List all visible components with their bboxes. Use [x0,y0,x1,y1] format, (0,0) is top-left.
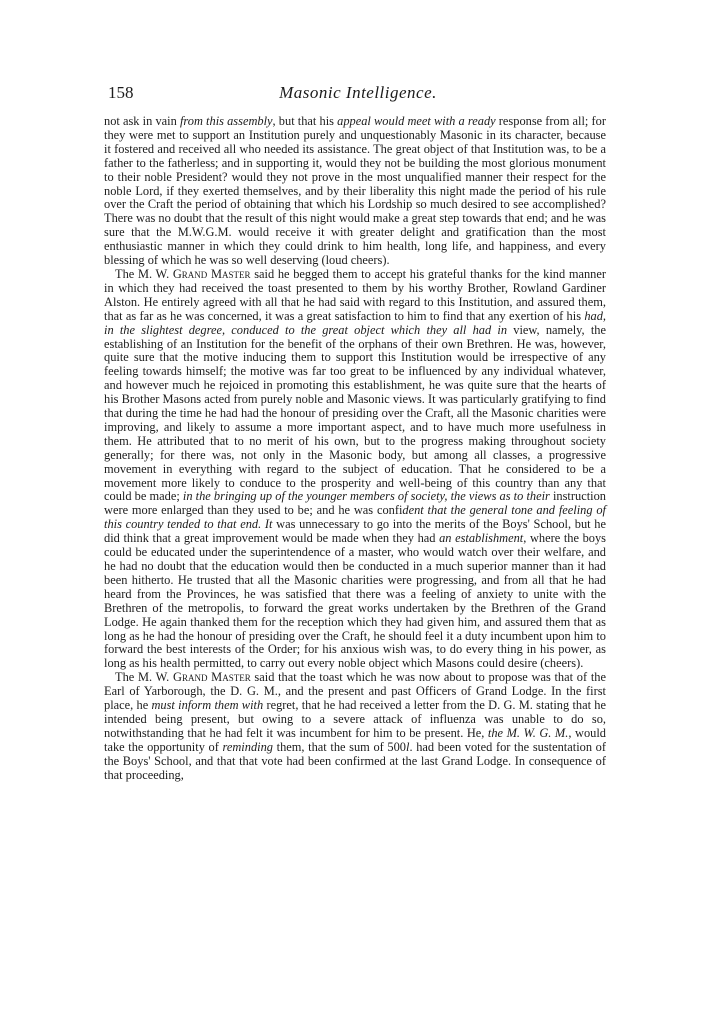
text-run: was unnecessary to go into the merits of the Boys' School, but he did think that a great improvement would be made when they had [104,517,606,546]
paragraph [104,268,606,671]
italic-run: from this assembly [179,114,273,128]
text-run: response from all; for they were met to support an Institution purely and unquestionably Masonic in its character, because it fostered and received all who needed its assistance. The great object of that Institution was, to be a father to the fatherless; and in supporting it, would they not be building the most glorious monument to their noble President? would they not prove in the most unqualified manner their respect for the noble Lord, if they exerted themselves, and by their liberality this night made the period of his rule over the Craft the period of obtaining that which his Lordship so much desired to see accomplished? There was no doubt that the result of this night would make a great step towards that end; and he was sure that the M.W.G.M. would receive it with greater delight and gratification than the most enthusiastic manner in which they could drink to him health, long life, and happiness, and every blessing of which he was so well deserving (loud cheers). [104,114,606,268]
paragraph [104,671,606,782]
text-run: said that the toast which he was now about to propose was that of the Earl of Yarborough, the D. G. M., and the present and past Officers of Grand Lodge. In the first place, he [104,670,606,713]
running-head [108,82,608,104]
text-run: , would take the opportunity of [104,725,606,754]
text-run: them, that the sum of 500 [272,739,407,754]
text-run: The M. W. [115,266,173,281]
text-run: view, namely, the establishing of an Institution for the benefit of the orphans of their own Brethren. He was, however, quite sure that the motive inducing them to support this Institution would be irrespective of any feeling towards himself; the motive was far too great to be influenced by any individual whatever, and however much he rejoiced in promoting this establishment, he was quite sure that the hearts of his Brother Masons acted from purely noble and Masonic views. It was particularly gratifying to find that during the time he had had the honour of presiding over the Craft, all the Masonic charities were improving, and likely to assume a more important aspect, and to have much more usefulness in them. He attributed that to no merit of his own, but to the progress making throughout society generally; for there was, not only in the Masonic body, but among all classes, a progressive movement in everything with regard to the subject of education. That he considered to be a movement more likely to conduce to the prosperity and well-being of this country than any that could be made; [104,322,606,504]
text-run: , where the boys could be educated under the superintendence of a master, who would watch over their welfare, and he had no doubt that the education would then be conducted in a much superior manner than it had been hitherto. He trusted that all the Masonic charities were progressing, and from all that he had heard from the Provinces, he was satisfied that there was a feeling of anxiety to unite with the Brethren of the metropolis, to forward the great works undertaken by the Brethren of the Grand Lodge. He again thanked them for the reception which they had given him, and assured them that as long as he had the honour of presiding over the Craft, he should feel it a duty incumbent upon him to forward the best interests of the Order; for his anxious wish was, to do every thing in his power, as long as his health permitted, to carry out every noble object which Masons could desire (cheers). [104,531,606,671]
running-title: Masonic Intelligence. [279,83,437,102]
italic-run: l [406,739,410,754]
italic-run: appeal would meet with a ready [337,114,496,128]
italic-run: an establishment [439,531,524,546]
text-run: not ask in vain [104,114,180,128]
italic-run: in the bringing up of the younger members of society, the views as to their [182,489,550,504]
text-run: instruction were more enlarged than they used to be; and he was confi [104,489,606,518]
italic-run: the M. W. G. M. [487,725,569,740]
article-body [104,115,606,783]
page-number: 158 [108,83,134,102]
text-run: . had been voted for the sustentation of the Boys' School, and that that vote had been confirmed at the last Grand Lodge. In consequence of that proceeding, [104,739,606,782]
small-caps-run: Grand Master [173,670,251,685]
text-run: said he begged them to accept his grateful thanks for the kind manner in which they had received the toast presented to them by his worthy Brother, Rowland Gardiner Alston. He entirely agreed with all that he had said with regard to this Institution, and assured them, that as far as he was concerned, it was a great satisfaction to him to find that any exertion of his [104,266,606,323]
italic-run: must inform them with [151,698,264,713]
text-run: regret, that he had received a letter from the D. G. M. stating that he intended being present, but owing to a severe attack of influenza was unable to do so, notwithstanding that he had felt it was incumbent for him to be present. He, [104,698,606,740]
italic-run: had, in the slightest degree, conduced to the great object which they all had in [104,308,606,337]
paragraph [104,115,606,268]
italic-run: dent that the general tone and feeling of this country tended to that end. It [104,503,606,532]
italic-run: reminding [222,739,273,754]
text-run: The M. W. [115,670,173,685]
small-caps-run: Grand Master [172,266,251,281]
text-run: , but that his [272,114,338,128]
